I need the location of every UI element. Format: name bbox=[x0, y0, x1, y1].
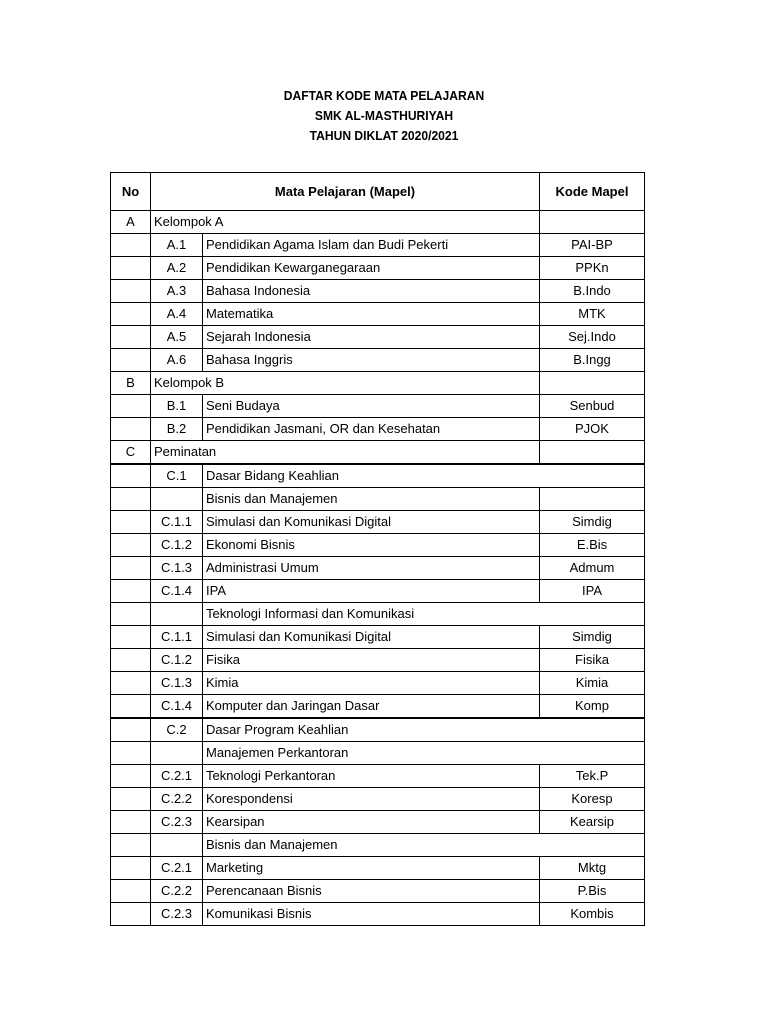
item-kode: IPA bbox=[540, 580, 645, 603]
table-row-item bbox=[111, 280, 645, 303]
item-name: Pendidikan Kewarganegaraan bbox=[203, 257, 540, 280]
item-code: A.2 bbox=[151, 257, 203, 280]
sub-label: Manajemen Perkantoran bbox=[203, 742, 645, 765]
item-code: A.5 bbox=[151, 326, 203, 349]
item-code: A.6 bbox=[151, 349, 203, 372]
item-kode: P.Bis bbox=[540, 880, 645, 903]
item-name: Komunikasi Bisnis bbox=[203, 903, 540, 926]
item-name: Kimia bbox=[203, 672, 540, 695]
item-kode: Mktg bbox=[540, 857, 645, 880]
table-row-sub bbox=[111, 488, 645, 511]
item-kode: Fisika bbox=[540, 649, 645, 672]
code-cell-empty bbox=[151, 488, 203, 511]
item-name: Komputer dan Jaringan Dasar bbox=[203, 695, 540, 719]
no-cell-empty bbox=[111, 326, 151, 349]
item-name: Simulasi dan Komunikasi Digital bbox=[203, 511, 540, 534]
section-code: C.1 bbox=[151, 464, 203, 488]
item-name: Marketing bbox=[203, 857, 540, 880]
item-name: Perencanaan Bisnis bbox=[203, 880, 540, 903]
item-code: C.2.2 bbox=[151, 880, 203, 903]
item-name: Simulasi dan Komunikasi Digital bbox=[203, 626, 540, 649]
item-code: C.2.3 bbox=[151, 811, 203, 834]
title-line-3: TAHUN DIKLAT 2020/2021 bbox=[309, 128, 459, 143]
group-no: C bbox=[111, 441, 151, 465]
item-kode: PJOK bbox=[540, 418, 645, 441]
item-kode: B.Ingg bbox=[540, 349, 645, 372]
no-cell-empty bbox=[111, 811, 151, 834]
item-name: Korespondensi bbox=[203, 788, 540, 811]
item-kode: Kombis bbox=[540, 903, 645, 926]
kode-cell-empty bbox=[540, 211, 645, 234]
table-row-group bbox=[111, 372, 645, 395]
item-kode: Koresp bbox=[540, 788, 645, 811]
sub-label: Bisnis dan Manajemen bbox=[203, 834, 645, 857]
sub-label: Teknologi Informasi dan Komunikasi bbox=[203, 603, 645, 626]
item-name: Pendidikan Agama Islam dan Budi Pekerti bbox=[203, 234, 540, 257]
table-header-row bbox=[111, 173, 645, 211]
table-row-item bbox=[111, 626, 645, 649]
table-row-section bbox=[111, 718, 645, 742]
no-cell-empty bbox=[111, 626, 151, 649]
table-row-item bbox=[111, 257, 645, 280]
no-cell-empty bbox=[111, 857, 151, 880]
item-name: Kearsipan bbox=[203, 811, 540, 834]
subject-code-table bbox=[110, 172, 645, 926]
section-label: Dasar Bidang Keahlian bbox=[203, 464, 645, 488]
item-name: Pendidikan Jasmani, OR dan Kesehatan bbox=[203, 418, 540, 441]
table-row-item bbox=[111, 557, 645, 580]
item-code: A.1 bbox=[151, 234, 203, 257]
no-cell-empty bbox=[111, 280, 151, 303]
table-row-item bbox=[111, 811, 645, 834]
item-code: B.2 bbox=[151, 418, 203, 441]
table-row-item bbox=[111, 326, 645, 349]
no-cell-empty bbox=[111, 718, 151, 742]
item-kode: Simdig bbox=[540, 626, 645, 649]
table-row-item bbox=[111, 349, 645, 372]
section-label: Dasar Program Keahlian bbox=[203, 718, 645, 742]
code-cell-empty bbox=[151, 834, 203, 857]
item-kode: Senbud bbox=[540, 395, 645, 418]
no-cell-empty bbox=[111, 418, 151, 441]
item-code: C.1.2 bbox=[151, 649, 203, 672]
item-name: Seni Budaya bbox=[203, 395, 540, 418]
table-row-item bbox=[111, 788, 645, 811]
item-name: Bahasa Inggris bbox=[203, 349, 540, 372]
item-name: Sejarah Indonesia bbox=[203, 326, 540, 349]
no-cell-empty bbox=[111, 557, 151, 580]
item-code: C.1.1 bbox=[151, 626, 203, 649]
item-kode: Komp bbox=[540, 695, 645, 719]
header-mapel: Mata Pelajaran (Mapel) bbox=[151, 173, 540, 211]
table-row-item bbox=[111, 395, 645, 418]
table-row-item bbox=[111, 418, 645, 441]
item-code: C.2.1 bbox=[151, 857, 203, 880]
table-row-item bbox=[111, 511, 645, 534]
item-kode: Sej.Indo bbox=[540, 326, 645, 349]
group-no: A bbox=[111, 211, 151, 234]
kode-cell-empty bbox=[540, 488, 645, 511]
table-row-item bbox=[111, 649, 645, 672]
sub-label: Bisnis dan Manajemen bbox=[203, 488, 540, 511]
kode-cell-empty bbox=[540, 372, 645, 395]
item-code: A.3 bbox=[151, 280, 203, 303]
table-row-item bbox=[111, 234, 645, 257]
table-row-item bbox=[111, 672, 645, 695]
no-cell-empty bbox=[111, 303, 151, 326]
no-cell-empty bbox=[111, 742, 151, 765]
header-kode: Kode Mapel bbox=[540, 173, 645, 211]
item-code: C.1.4 bbox=[151, 580, 203, 603]
table-row-item bbox=[111, 765, 645, 788]
item-name: IPA bbox=[203, 580, 540, 603]
table-row-item bbox=[111, 903, 645, 926]
item-kode: PPKn bbox=[540, 257, 645, 280]
item-code: C.1.1 bbox=[151, 511, 203, 534]
item-code: C.2.2 bbox=[151, 788, 203, 811]
table-body bbox=[111, 211, 645, 926]
no-cell-empty bbox=[111, 880, 151, 903]
item-code: C.2.1 bbox=[151, 765, 203, 788]
item-name: Matematika bbox=[203, 303, 540, 326]
no-cell-empty bbox=[111, 695, 151, 719]
no-cell-empty bbox=[111, 834, 151, 857]
item-kode: B.Indo bbox=[540, 280, 645, 303]
item-kode: PAI-BP bbox=[540, 234, 645, 257]
section-code: C.2 bbox=[151, 718, 203, 742]
no-cell-empty bbox=[111, 511, 151, 534]
no-cell-empty bbox=[111, 672, 151, 695]
item-code: A.4 bbox=[151, 303, 203, 326]
no-cell-empty bbox=[111, 257, 151, 280]
group-no: B bbox=[111, 372, 151, 395]
item-kode: E.Bis bbox=[540, 534, 645, 557]
table-row-item bbox=[111, 534, 645, 557]
table-row-item bbox=[111, 580, 645, 603]
no-cell-empty bbox=[111, 788, 151, 811]
title-line-1: DAFTAR KODE MATA PELAJARAN bbox=[283, 88, 485, 103]
item-code: C.1.4 bbox=[151, 695, 203, 719]
no-cell-empty bbox=[111, 580, 151, 603]
item-name: Bahasa Indonesia bbox=[203, 280, 540, 303]
table-row-sub bbox=[111, 834, 645, 857]
item-kode: Tek.P bbox=[540, 765, 645, 788]
no-cell-empty bbox=[111, 603, 151, 626]
table-row-section bbox=[111, 464, 645, 488]
item-code: C.1.3 bbox=[151, 557, 203, 580]
kode-cell-empty bbox=[540, 441, 645, 465]
no-cell-empty bbox=[111, 349, 151, 372]
group-label: Kelompok A bbox=[151, 211, 540, 234]
table-row-item bbox=[111, 695, 645, 719]
item-code: C.1.2 bbox=[151, 534, 203, 557]
header-no: No bbox=[111, 173, 151, 211]
no-cell-empty bbox=[111, 464, 151, 488]
item-name: Fisika bbox=[203, 649, 540, 672]
group-label: Peminatan bbox=[151, 441, 540, 465]
table-row-item bbox=[111, 857, 645, 880]
item-code: C.1.3 bbox=[151, 672, 203, 695]
table-row-sub bbox=[111, 742, 645, 765]
item-code: C.2.3 bbox=[151, 903, 203, 926]
table-row-group bbox=[111, 441, 645, 465]
no-cell-empty bbox=[111, 395, 151, 418]
item-kode: Simdig bbox=[540, 511, 645, 534]
item-code: B.1 bbox=[151, 395, 203, 418]
item-name: Teknologi Perkantoran bbox=[203, 765, 540, 788]
no-cell-empty bbox=[111, 903, 151, 926]
item-kode: Kimia bbox=[540, 672, 645, 695]
no-cell-empty bbox=[111, 234, 151, 257]
table-row-item bbox=[111, 303, 645, 326]
item-name: Administrasi Umum bbox=[203, 557, 540, 580]
code-cell-empty bbox=[151, 603, 203, 626]
no-cell-empty bbox=[111, 649, 151, 672]
item-name: Ekonomi Bisnis bbox=[203, 534, 540, 557]
item-kode: MTK bbox=[540, 303, 645, 326]
document-title bbox=[27, 86, 741, 146]
item-kode: Admum bbox=[540, 557, 645, 580]
table-row-sub bbox=[111, 603, 645, 626]
table-row-item bbox=[111, 880, 645, 903]
no-cell-empty bbox=[111, 488, 151, 511]
no-cell-empty bbox=[111, 765, 151, 788]
group-label: Kelompok B bbox=[151, 372, 540, 395]
no-cell-empty bbox=[111, 534, 151, 557]
title-line-2: SMK AL-MASTHURIYAH bbox=[314, 108, 454, 123]
item-kode: Kearsip bbox=[540, 811, 645, 834]
code-cell-empty bbox=[151, 742, 203, 765]
table-row-group bbox=[111, 211, 645, 234]
